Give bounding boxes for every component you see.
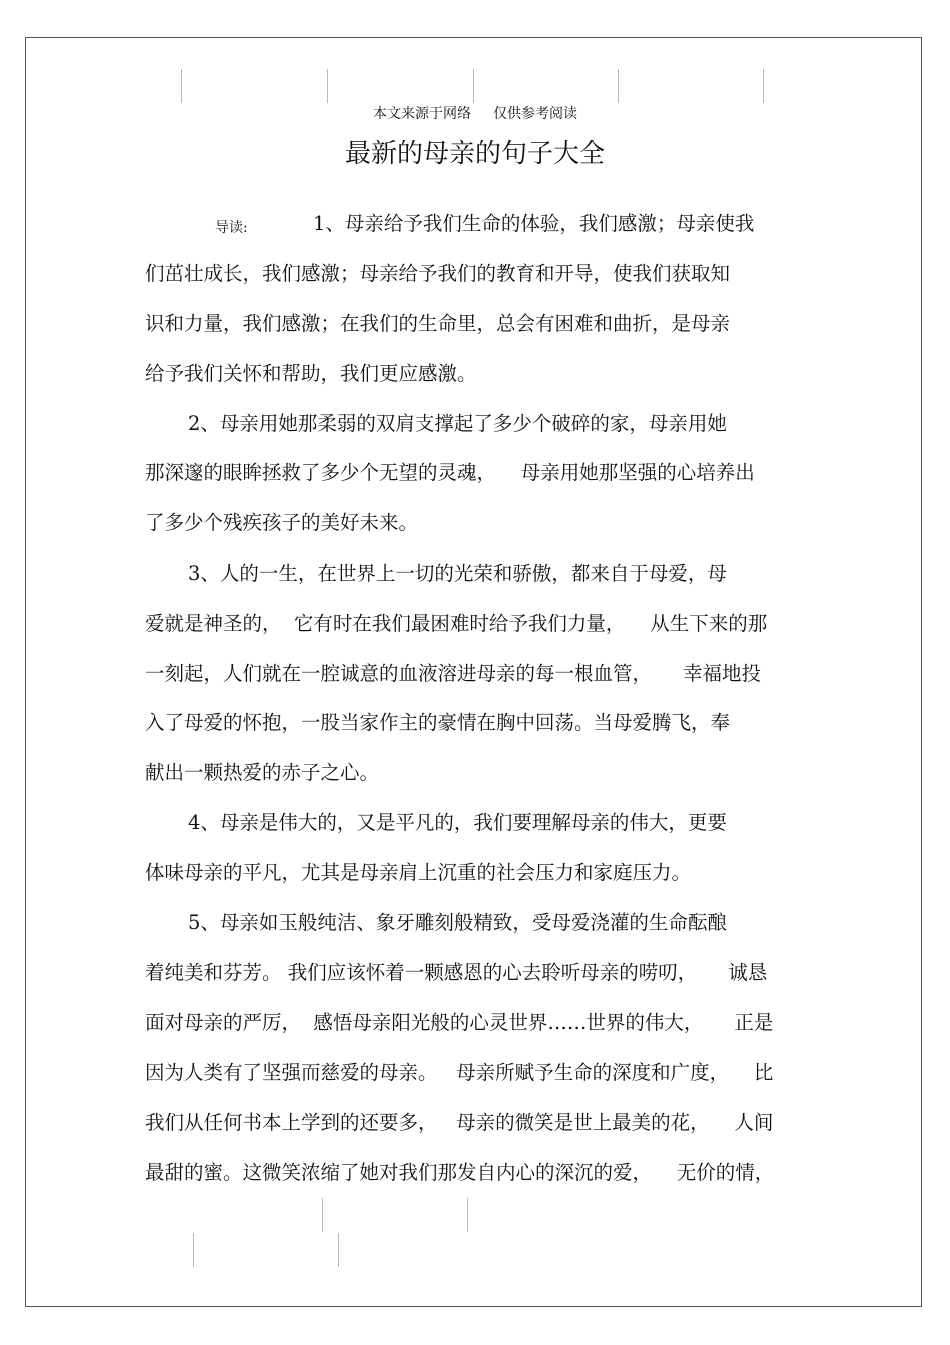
document-title: 最新的母亲的句子大全: [344, 139, 605, 169]
column-rule: [338, 1233, 339, 1267]
text-line: 爱就是神圣的， 它有时在我们最困难时给予我们力量， 从生下来的那: [145, 612, 768, 635]
text-line: 因为人类有了坚强而慈爱的母亲。 母亲所赋予生命的深度和广度， 比: [145, 1061, 774, 1084]
text-line: 体味母亲的平凡，尤其是母亲肩上沉重的社会压力和家庭压力。: [145, 861, 692, 884]
text-line: 着纯美和芬芳。 我们应该怀着一颗感恩的心去聆听母亲的唠叨， 诚恳: [145, 961, 768, 984]
column-rule: [327, 69, 328, 103]
text-line: 那深邃的眼眸拯救了多少个无望的灵魂， 母亲用她那坚强的心培养出: [145, 461, 755, 484]
text-line: 一刻起，人们就在一腔诚意的血液溶进母亲的每一根血管， 幸福地投: [145, 662, 761, 685]
column-rule: [618, 69, 619, 103]
column-rule: [467, 1198, 468, 1232]
column-rule: [322, 1198, 323, 1232]
column-rule: [193, 1233, 194, 1267]
text-line: 们茁壮成长，我们感激；母亲给予我们的教育和开导，使我们获取知: [145, 262, 731, 285]
column-rule: [473, 69, 474, 103]
text-line: 最甜的蜜。这微笑浓缩了她对我们那发自内心的深沉的爱， 无价的情，: [145, 1161, 775, 1184]
text-line: 识和力量，我们感激；在我们的生命里，总会有困难和曲折，是母亲: [145, 312, 731, 335]
text-line: 面对母亲的严厉， 感悟母亲阳光般的心灵世界……世界的伟大， 正是: [145, 1011, 774, 1034]
column-rule: [181, 69, 182, 103]
intro-label: 导读:: [215, 220, 248, 236]
text-line: 1、母亲给予我们生命的体验，我们感激；母亲使我: [313, 212, 755, 235]
text-line: 我们从任何书本上学到的还要多， 母亲的微笑是世上最美的花， 人间: [145, 1111, 774, 1134]
text-line: 了多少个残疾孩子的美好未来。: [145, 511, 419, 534]
page-header: [0, 103, 950, 123]
text-line: 4、母亲是伟大的，又是平凡的，我们要理解母亲的伟大，更要: [188, 811, 727, 834]
column-rule: [763, 69, 764, 103]
text-line: 给予我们关怀和帮助，我们更应感激。: [145, 362, 477, 385]
reference-note: 仅供参考阅读: [493, 106, 577, 122]
text-line: 2、母亲用她那柔弱的双肩支撑起了多少个破碎的家，母亲用她: [188, 412, 727, 435]
text-line: 5、母亲如玉般纯洁、象牙雕刻般精致，受母爱浇灌的生命酝酿: [188, 911, 727, 934]
text-line: 3、人的一生，在世界上一切的光荣和骄傲，都来自于母爱，母: [188, 562, 727, 585]
source-note: 本文来源于网络: [373, 106, 471, 122]
text-line: 献出一颗热爱的赤子之心。: [145, 761, 380, 784]
text-line: 入了母爱的怀抱，一股当家作主的豪情在胸中回荡。当母爱腾飞，奉: [145, 711, 731, 734]
